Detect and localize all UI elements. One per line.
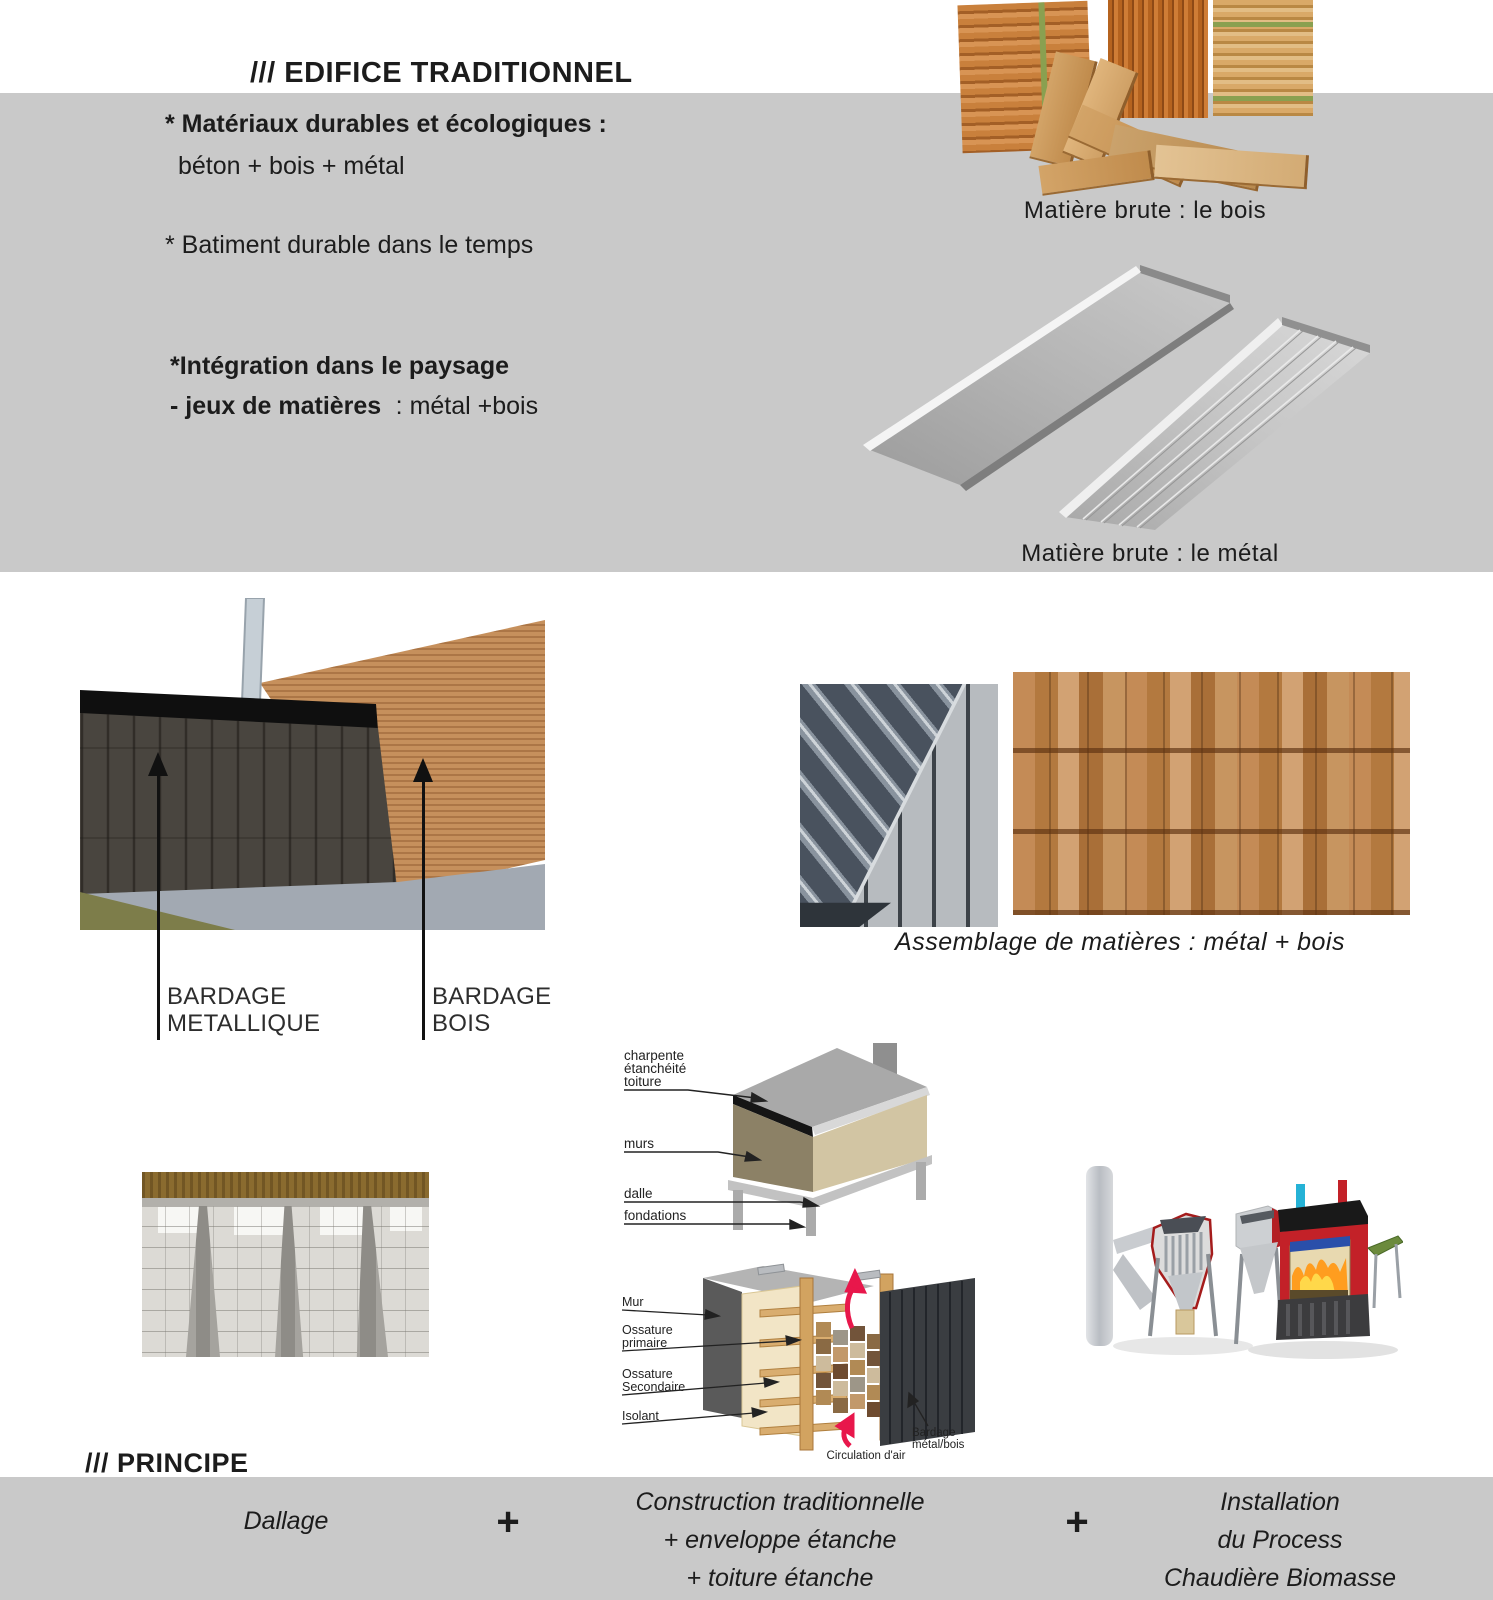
air-flow-label: Circulation d'air [826, 1450, 906, 1462]
secondary-frame-label: Secondaire [622, 1380, 686, 1394]
metal-roof-photo [800, 684, 998, 927]
collection-bin [1176, 1310, 1194, 1334]
walls-label: murs [624, 1136, 654, 1151]
caption-assembly: Assemblage de matières : métal + bois [895, 928, 1345, 956]
cladding-label: Bardage [912, 1427, 956, 1439]
shadow [1248, 1341, 1398, 1359]
caption-raw-metal: Matière brute : le métal [1021, 540, 1279, 567]
up-arrow-icon [413, 758, 433, 782]
wall-front [703, 1278, 742, 1418]
wood-stack [1213, 0, 1313, 116]
wall-label: Mur [622, 1295, 644, 1309]
wood-shingle-photo [1013, 672, 1410, 915]
dallage-photo [142, 1172, 429, 1357]
page-title: /// EDIFICE TRADITIONNEL [250, 57, 633, 89]
foundation-leg [916, 1162, 926, 1200]
plus-sign: + [1065, 1500, 1089, 1544]
step-line: Installation [1220, 1488, 1340, 1516]
principe-step-construction [590, 1483, 970, 1597]
foundation-leg [806, 1206, 816, 1236]
step-line: + enveloppe étanche [663, 1526, 897, 1554]
chimney-pole [242, 598, 264, 702]
duct [1113, 1254, 1156, 1310]
secondary-frame-label: Ossature [622, 1367, 673, 1381]
vertical-batten [800, 1278, 813, 1450]
patch-panel [816, 1322, 882, 1417]
roof-label: charpente [624, 1048, 685, 1063]
step-line: Chaudière Biomasse [1163, 1564, 1397, 1592]
arrow-line [157, 774, 160, 1040]
metal-panels-image [830, 245, 1420, 530]
primary-frame-label: Ossature [622, 1323, 673, 1337]
hopper-funnel [1240, 1242, 1278, 1294]
principe-step-dallage: Dallage [243, 1507, 329, 1535]
roof-label: toiture [624, 1074, 662, 1089]
label-bardage-bois [432, 983, 551, 1037]
caption-raw-wood: Matière brute : le bois [1023, 197, 1267, 224]
label-line: BARDAGE [167, 983, 287, 1010]
durability-note: * Batiment durable dans le temps [165, 231, 534, 259]
seamed-wall [800, 684, 998, 927]
wall-section-diagram [612, 1250, 982, 1462]
biomass-boiler-image [1068, 1158, 1403, 1368]
integration-bold: - jeux de matières [170, 392, 382, 420]
label-line: BARDAGE [432, 983, 552, 1010]
soil-strip [142, 1172, 429, 1198]
plus-sign: + [496, 1500, 520, 1544]
insulation-label: Isolant [622, 1409, 659, 1423]
integration-rest: : métal +bois [395, 392, 539, 420]
up-arrow-icon [148, 752, 168, 776]
bundle-strap [1213, 22, 1313, 27]
label-line: BOIS [432, 1010, 491, 1037]
step-line: du Process [1217, 1526, 1343, 1554]
arrow-line [422, 780, 425, 1040]
materials-detail: béton + bois + métal [178, 152, 405, 180]
foundations-label: fondations [624, 1208, 687, 1223]
primary-frame-label: primaire [622, 1336, 668, 1350]
integration-line [170, 392, 538, 421]
wood-bundles-image [920, 0, 1315, 196]
bundle-strap [1213, 96, 1313, 101]
principe-title: /// PRINCIPE [85, 1448, 249, 1478]
cladding-label: métal/bois [912, 1439, 965, 1451]
flue-stack [1086, 1166, 1113, 1346]
integration-heading: *Intégration dans le paysage [170, 352, 509, 380]
step-line: + toiture étanche [686, 1564, 874, 1592]
label-line: METALLIQUE [167, 1010, 321, 1037]
dark-cladding [880, 1278, 975, 1446]
shadow [1113, 1337, 1253, 1355]
principe-step-process [1130, 1483, 1430, 1597]
step-line: Construction traditionnelle [635, 1488, 925, 1516]
construction-diagram [610, 1040, 970, 1240]
roof-label: étanchéité [624, 1061, 687, 1076]
label-bardage-metallique [167, 983, 320, 1037]
materials-heading: * Matériaux durables et écologiques : [165, 110, 607, 138]
slab-label: dalle [624, 1186, 653, 1201]
